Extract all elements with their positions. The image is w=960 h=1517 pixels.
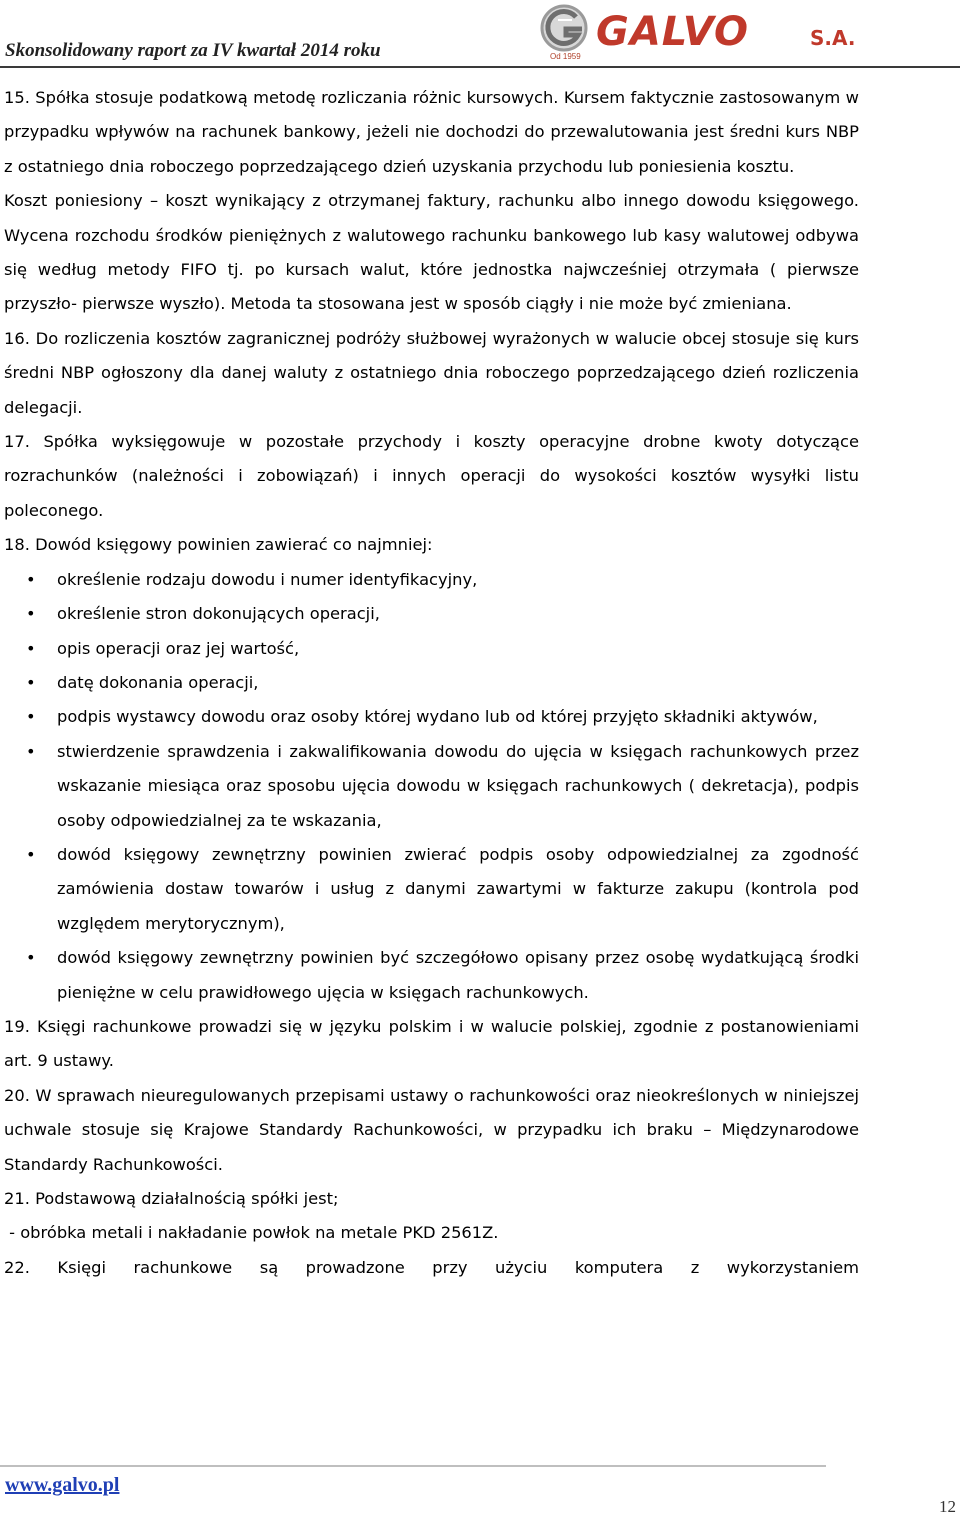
list-item: • opis operacji oraz jej wartość, <box>4 632 859 666</box>
list-item: • dowód księgowy zewnętrzny powinien być szczegółowo opisany przez osobę wydatkującą środki pieniężne w celu prawidłowego ujęcia w księgach rachunkowych. <box>4 941 859 1010</box>
paragraph-20: 20. W sprawach nieuregulowanych przepisami ustawy o rachunkowości oraz nieokreślonych w niniejszej uchwale stosuje się Krajowe Standardy Rachunkowości, w przypadku ich braku – Międzynarodowe Standardy Rachunkowości. <box>4 1085 859 1174</box>
galvo-logo-icon <box>538 2 860 64</box>
list-item: • dowód księgowy zewnętrzny powinien zwierać podpis osoby odpowiedzialnej za zgodność zamówienia dostaw towarów i usług z danymi zawartymi w fakturze zakupu (kontrola pod względem merytorycznym), <box>4 838 859 941</box>
paragraph-18: 18. Dowód księgowy powinien zawierać co najmniej: <box>4 535 433 555</box>
bullet-icon: • <box>26 638 36 658</box>
header-divider <box>0 66 960 68</box>
paragraph-17: 17. Spółka wyksięgowuje w pozostałe przychody i koszty operacyjne drobne kwoty dotyczące rozrachunków (należności i zobowiązań) i innych operacji do wysokości kosztów wysyłki listu poleconego. <box>4 432 859 520</box>
logo-established: Od 1959 <box>550 52 581 61</box>
list-item: • określenie stron dokonujących operacji, <box>4 597 859 631</box>
list-item: • stwierdzenie sprawdzenia i zakwalifikowania dowodu do ujęcia w księgach rachunkowych przez wskazanie miesiąca oraz sposobu ujęcia dowodu w księgach rachunkowych ( dekretacja), podpis osoby odpowiedzialnej za te wskazania, <box>4 735 859 838</box>
page-number: 12 <box>939 1497 956 1516</box>
paragraph-21: 21. Podstawową działalnością spółki jest; <box>4 1189 339 1208</box>
paragraph-16: 16. Do rozliczenia kosztów zagranicznej podróży służbowej wyrażonych w walucie obcej stosuje się kurs średni NBP ogłoszony dla danej waluty z ostatniego dnia roboczego poprzedzającego dzień rozliczenia delegacji. <box>4 328 859 417</box>
paragraph-19: 19. Księgi rachunkowe prowadzi się w języku polskim i w walucie polskiej, zgodnie z postanowieniami art. 9 ustawy. <box>4 1016 859 1071</box>
company-logo <box>538 2 860 64</box>
svg-text:S.A.: S.A. <box>810 26 856 50</box>
bullet-icon: • <box>26 844 36 864</box>
paragraph-22: 22. Księgi rachunkowe są prowadzone przy użyciu komputera z wykorzystaniem <box>4 1257 859 1277</box>
accounting-document-requirements-list <box>4 563 859 1010</box>
list-item: • podpis wystawcy dowodu oraz osoby której wydano lub od której przyjęto składniki aktywów, <box>4 700 859 734</box>
bullet-icon: • <box>26 604 36 624</box>
list-item: • datę dokonania operacji, <box>4 666 859 700</box>
bullet-icon: • <box>26 707 36 727</box>
paragraph-15: 15. Spółka stosuje podatkową metodę rozliczania różnic kursowych. Kursem faktycznie zastosowanym w przypadku wpływów na rachunek bankowy, jeżeli nie dochodzi do przewalutowania jest średni kurs NBP z ostatniego dnia roboczego poprzedzającego dzień uzyskania przychodu lub poniesienia kosztu. <box>4 88 859 176</box>
report-title: Skonsolidowany raport za IV kwartał 2014 roku <box>5 40 381 61</box>
website-link[interactable]: www.galvo.pl <box>5 1474 120 1496</box>
bullet-icon: • <box>26 948 36 968</box>
list-item: • określenie rodzaju dowodu i numer identyfikacyjny, <box>4 563 859 597</box>
bullet-icon: • <box>26 741 36 761</box>
document-body <box>4 81 859 1285</box>
paragraph-21-activity: - obróbka metali i nakładanie powłok na metale PKD 2561Z. <box>4 1223 499 1243</box>
paragraph-cost-definition: Koszt poniesiony – koszt wynikający z otrzymanej faktury, rachunku albo innego dowodu księgowego. Wycena rozchodu środków pieniężnych z walutowego rachunku bankowego lub kasy walutowej odbywa się według metody FIFO tj. po kursach walut, które jednostka najwcześniej otrzymała ( pierwsze przyszło- pierwsze wyszło). Metoda ta stosowana jest w sposób ciągły i nie może być zmieniana. <box>4 191 859 314</box>
footer-divider <box>0 1465 826 1467</box>
bullet-icon: • <box>26 672 36 692</box>
svg-text:GALVO: GALVO <box>596 9 750 55</box>
bullet-icon: • <box>26 569 36 589</box>
